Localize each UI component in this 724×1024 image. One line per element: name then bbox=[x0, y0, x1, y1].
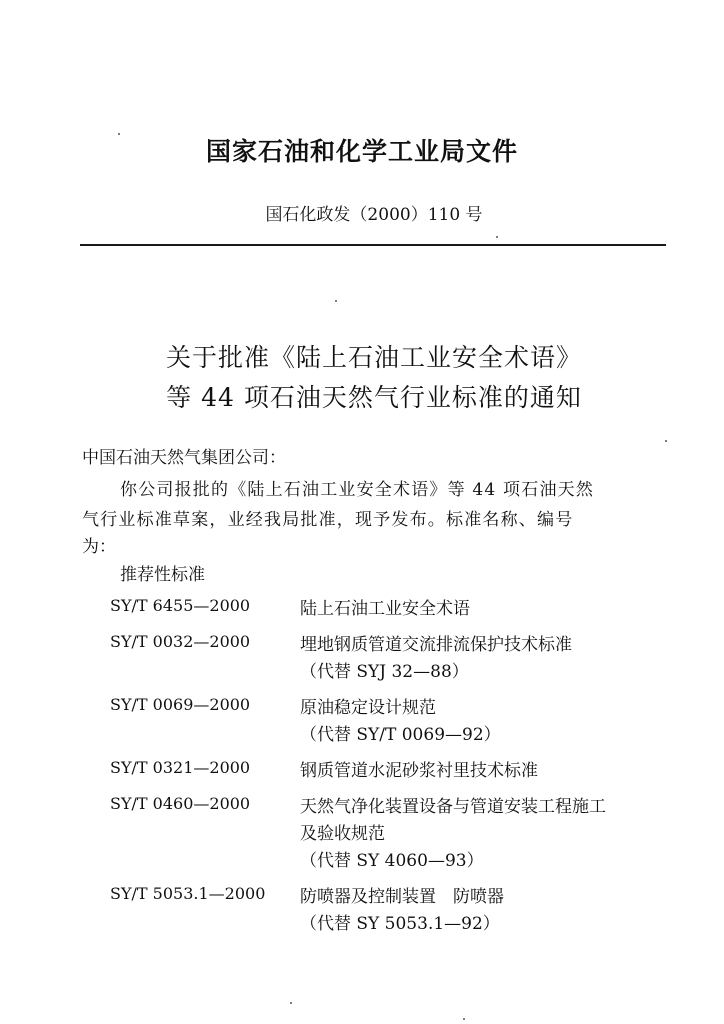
standard-code: SY/T 5053.1—2000 bbox=[110, 884, 266, 903]
document-number: 国石化政发（2000）110 号 bbox=[265, 205, 483, 225]
standard-row bbox=[110, 758, 690, 785]
standard-title: 埋地钢质管道交流排流保护技术标准 bbox=[300, 635, 572, 655]
standards-list bbox=[110, 596, 690, 947]
issuing-authority-title: 国家石油和化学工业局文件 bbox=[205, 137, 518, 166]
body-text-line-1: 你公司报批的《陆上石油工业安全术语》等 44 项石油天然 bbox=[120, 480, 595, 500]
scan-speck bbox=[335, 300, 337, 302]
standard-title-block bbox=[300, 596, 690, 623]
scan-speck bbox=[118, 133, 120, 135]
standard-title: 钢质管道水泥砂浆衬里技术标准 bbox=[300, 761, 538, 781]
notice-title-line-1: 关于批准《陆上石油工业安全术语》 bbox=[165, 343, 582, 372]
standard-title: 及验收规范 bbox=[300, 824, 385, 844]
scan-speck bbox=[463, 1018, 465, 1020]
standard-title: 原油稳定设计规范 bbox=[300, 698, 436, 718]
standard-replaces-note: （代替 SY 4060—93） bbox=[300, 851, 484, 871]
standard-code: SY/T 0032—2000 bbox=[110, 632, 251, 651]
standard-title-block bbox=[300, 884, 690, 938]
standard-title-block bbox=[300, 758, 690, 785]
standard-row bbox=[110, 596, 690, 623]
standard-replaces-note: （代替 SYJ 32—88） bbox=[300, 662, 469, 682]
standard-category-heading: 推荐性标准 bbox=[120, 565, 205, 585]
scan-speck bbox=[290, 1002, 292, 1004]
standard-title-block bbox=[300, 695, 690, 749]
standard-title-block bbox=[300, 632, 690, 686]
salutation: 中国石油天然气集团公司： bbox=[82, 448, 286, 468]
standard-code: SY/T 0069—2000 bbox=[110, 695, 251, 714]
scan-speck bbox=[496, 236, 498, 238]
standard-title: 防喷器及控制装置 防喷器 bbox=[300, 887, 504, 907]
standard-row bbox=[110, 884, 690, 938]
standard-row bbox=[110, 794, 690, 875]
standard-replaces-note: （代替 SY/T 0069—92） bbox=[300, 725, 501, 745]
standard-row bbox=[110, 695, 690, 749]
standard-title: 天然气净化装置设备与管道安装工程施工 bbox=[300, 797, 606, 817]
scan-speck bbox=[665, 440, 667, 442]
standard-title: 陆上石油工业安全术语 bbox=[300, 599, 470, 619]
header-divider bbox=[80, 244, 666, 246]
standard-replaces-note: （代替 SY 5053.1—92） bbox=[300, 914, 500, 934]
standard-row bbox=[110, 632, 690, 686]
body-text-line-3: 为： bbox=[82, 537, 116, 557]
standard-code: SY/T 6455—2000 bbox=[110, 596, 251, 615]
notice-title-line-2: 等 44 项石油天然气行业标准的通知 bbox=[166, 383, 582, 412]
standard-code: SY/T 0460—2000 bbox=[110, 794, 251, 813]
body-text-line-2: 气行业标准草案，业经我局批准，现予发布。标准名称、编号 bbox=[82, 510, 574, 530]
standard-code: SY/T 0321—2000 bbox=[110, 758, 251, 777]
standard-title-block bbox=[300, 794, 690, 875]
